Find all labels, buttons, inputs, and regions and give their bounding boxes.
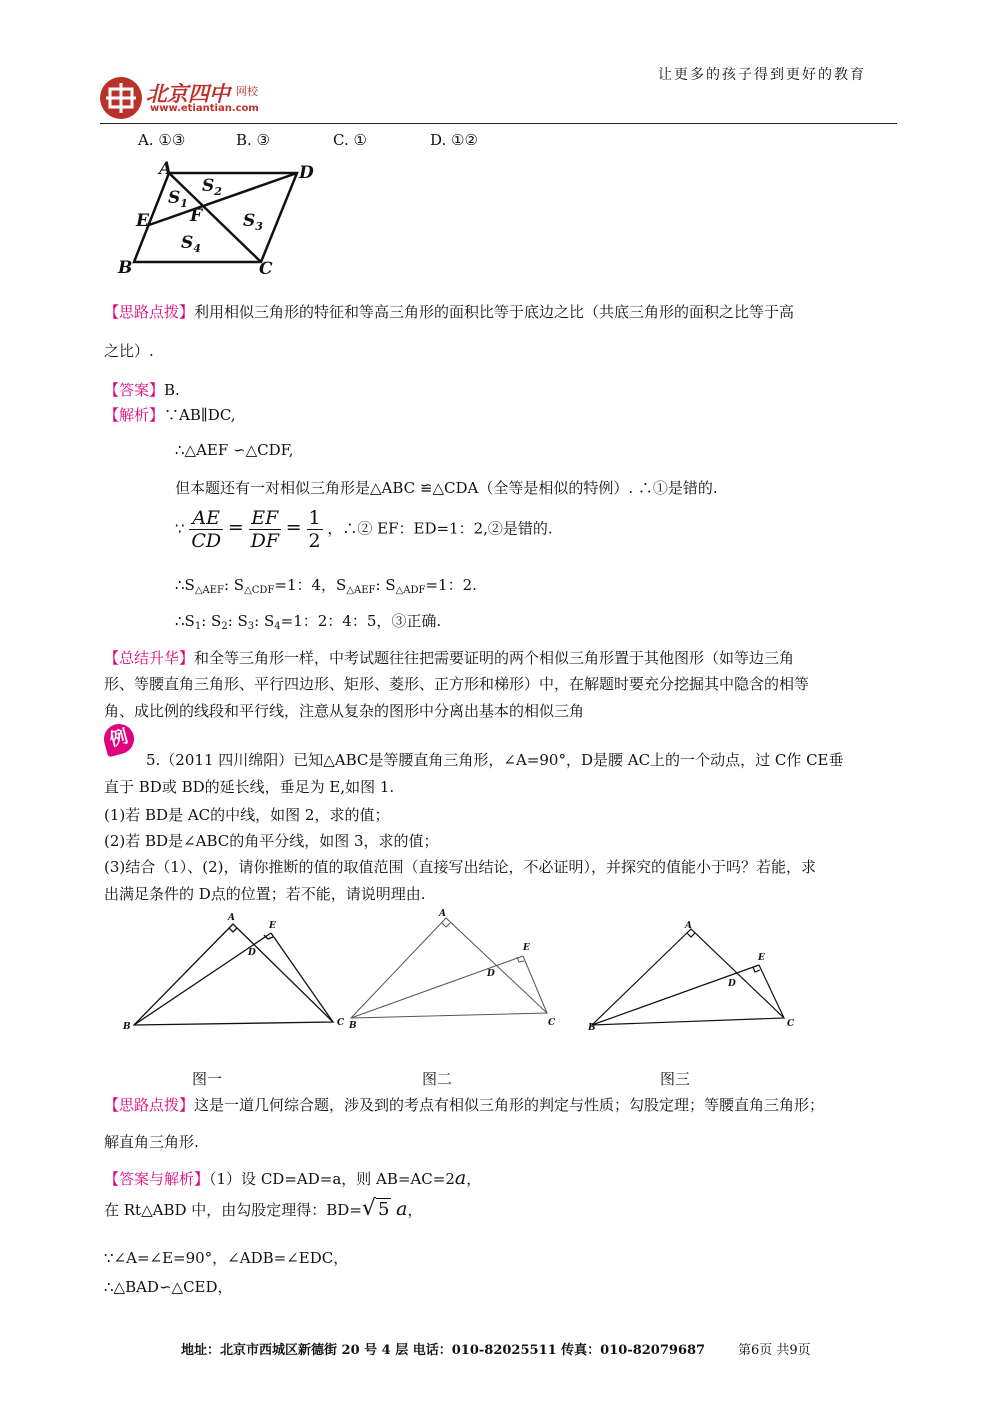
sqrt-sign: √	[361, 1196, 376, 1221]
q4-summary-tag: 【总结升华】	[104, 649, 195, 667]
svg-text:S3	[243, 211, 263, 233]
label-s4: S	[181, 233, 194, 253]
svg-text:C: C	[548, 1018, 556, 1028]
example5-answer-l2: 在 Rt△ABD 中，由勾股定理得：BD=√ 5 a，	[104, 1196, 423, 1221]
q4-summary-l1: 【总结升华】和全等三角形一样，中考试题往往把需要证明的两个相似三角形置于其他图形（如等边三角	[104, 649, 795, 667]
q4-analysis-l4-post: ，∴② EF：ED=1：2,②是错的.	[327, 519, 553, 538]
fraction-one-half: $\frac{1}{2}$	[308, 507, 321, 552]
option-c: C. ①	[333, 131, 367, 149]
example5-q2: (2)若 BD是∠ABC的角平分线，如图 3，求的值；	[104, 832, 439, 850]
label-d: D	[299, 163, 314, 183]
svg-text:E: E	[758, 953, 765, 963]
option-b: B. ③	[236, 131, 271, 149]
label-a: A	[159, 159, 173, 179]
example5-line2: 直于 BD或 BD的延长线，垂足为 E,如图 1.	[104, 778, 395, 796]
example5-answer-l3: ∵∠A=∠E=90°，∠ADB=∠EDC，	[104, 1249, 349, 1267]
label-s3: S	[243, 211, 256, 231]
q4-analysis-l1	[104, 404, 236, 425]
example5-q3-l2: 出满足条件的 D点的位置；若不能，请说明理由.	[104, 885, 426, 903]
fraction-ef-df: $\frac{EF}{DF}$	[250, 507, 280, 552]
q4-analysis-l5: $\therefore S_{\triangle AEF}$: $S_{\triangle CDF}=1$：4，$S_{\triangle AEF}$: $S_{\triangle ADF}=1$：2.	[175, 576, 477, 596]
figure-2	[345, 906, 570, 1031]
svg-text:D: D	[487, 969, 495, 979]
q4-tip-text: 利用相似三角形的特征和等高三角形的面积比等于底边之比（共底三角形的面积之比等于高	[194, 303, 795, 321]
footer-page: 第6页 共9页	[738, 1343, 811, 1358]
figure-caption-2: 图二	[422, 1070, 453, 1088]
logo-emblem-icon	[100, 77, 142, 119]
fraction-ae-cd: $\frac{AE}{CD}$	[191, 507, 222, 552]
svg-text:S1	[168, 188, 188, 210]
because-sign: ∵	[175, 519, 185, 538]
option-d: D. ①②	[430, 131, 478, 149]
label-c: C	[259, 259, 273, 279]
q4-analysis-l6: $\therefore S_1$: $S_2$: $S_3$: $S_4=1$：2：4：5，③正确.	[175, 612, 442, 632]
option-a: A. ①③	[138, 131, 186, 149]
label-s1: S	[168, 188, 181, 208]
label-s3-sub: 3	[255, 220, 263, 233]
svg-text:B: B	[349, 1021, 357, 1031]
example5-tip-l2: 解直角三角形.	[104, 1133, 199, 1151]
logo-name: 北京四中	[146, 82, 230, 106]
q4-tip-tag: 【思路点拨】	[104, 303, 195, 321]
q4-answer-text: B.	[164, 381, 180, 399]
label-s2: S	[202, 176, 215, 196]
logo-url: www.etiantian.com	[150, 103, 259, 114]
footer-address: 地址：北京市西城区新德街 20 号 4 层 电话：010-82025511 传真：010-82079687	[181, 1343, 706, 1358]
q4-tip-line1	[104, 301, 794, 322]
figure-caption-1: 图一	[192, 1070, 223, 1088]
svg-text:B: B	[588, 1023, 596, 1033]
example5-line1: 5.（2011 四川绵阳）已知△ABC是等腰直角三角形，∠A=90°，D是腰 AC上的一个动点，过 C作 CE垂	[146, 751, 844, 769]
example5-q1: (1)若 BD是 AC的中线，如图 2，求的值；	[104, 806, 390, 824]
example5-q3-l1: (3)结合（1）、(2)，请你推断的值的取值范围（直接写出结论，不必证明），并探究的值能小于吗？若能，求	[104, 858, 817, 876]
q4-tip-line2: 之比）.	[104, 342, 154, 360]
example5-tip-l1: 【思路点拨】这是一道几何综合题，涉及到的考点有相似三角形的判定与性质；勾股定理；等腰直角三角形；	[104, 1096, 825, 1114]
svg-text:B: B	[123, 1022, 131, 1032]
svg-text:C: C	[337, 1018, 345, 1028]
svg-text:D: D	[728, 979, 736, 989]
q4-answer	[104, 379, 180, 400]
label-s4-sub: 4	[193, 242, 201, 255]
figure-1	[118, 908, 353, 1033]
header-slogan: 让更多的孩子得到更好的教育	[658, 67, 866, 83]
label-s1-sub: 1	[180, 197, 188, 210]
q4-analysis-l2: ∴△AEF ∽△CDF,	[175, 441, 294, 459]
svg-text:E: E	[523, 943, 530, 953]
q4-analysis-tag: 【解析】	[104, 406, 165, 424]
svg-text:A: A	[685, 921, 692, 931]
svg-text:A: A	[439, 909, 446, 919]
example5-answer-tag: 【答案与解析】	[104, 1170, 210, 1188]
logo-sub: 网校	[236, 85, 258, 98]
label-s2-sub: 2	[214, 185, 222, 198]
q4-answer-tag: 【答案】	[104, 381, 165, 399]
figure-caption-3: 图三	[660, 1070, 691, 1088]
svg-text:S2	[202, 176, 222, 198]
svg-text:C: C	[787, 1019, 795, 1029]
example5-tip-tag: 【思路点拨】	[104, 1096, 195, 1114]
q4-summary-l3: 角、成比例的线段和平行线，注意从复杂的图形中分离出基本的相似三角	[104, 702, 585, 720]
label-e: E	[136, 211, 149, 231]
q4-analysis-l4: ∵ $\frac{AE}{CD}$ = $\frac{EF}{DF}$ = $\frac{1}{2}$ ，∴② EF：ED=1：2,②是错的.	[175, 507, 553, 552]
svg-text:A: A	[228, 913, 235, 923]
svg-text:E: E	[269, 921, 276, 931]
q4-analysis-text-1: ∵AB∥DC,	[164, 406, 236, 424]
parallelogram-figure	[112, 158, 327, 280]
example5-answer-l4: ∴△BAD∽△CED，	[104, 1278, 233, 1296]
q4-analysis-l3: 但本题还有一对相似三角形是△ABC ≌△CDA（全等是相似的特例）. ∴①是错的.	[175, 479, 718, 497]
header-divider	[100, 123, 897, 124]
example5-answer-l1: 【答案与解析】（1）设 CD=AD=a，则 AB=AC=2a，	[104, 1167, 482, 1189]
q4-summary-l2: 形、等腰直角三角形、平行四边形、矩形、菱形、正方形和梯形）中，在解题时要充分挖掘其中隐含的相等	[104, 675, 810, 693]
label-f: F	[190, 206, 203, 226]
example-badge: 例	[101, 721, 138, 758]
svg-text:D: D	[248, 948, 256, 958]
label-b: B	[118, 258, 133, 278]
figure-3	[582, 918, 802, 1033]
svg-text:S4	[181, 233, 201, 255]
